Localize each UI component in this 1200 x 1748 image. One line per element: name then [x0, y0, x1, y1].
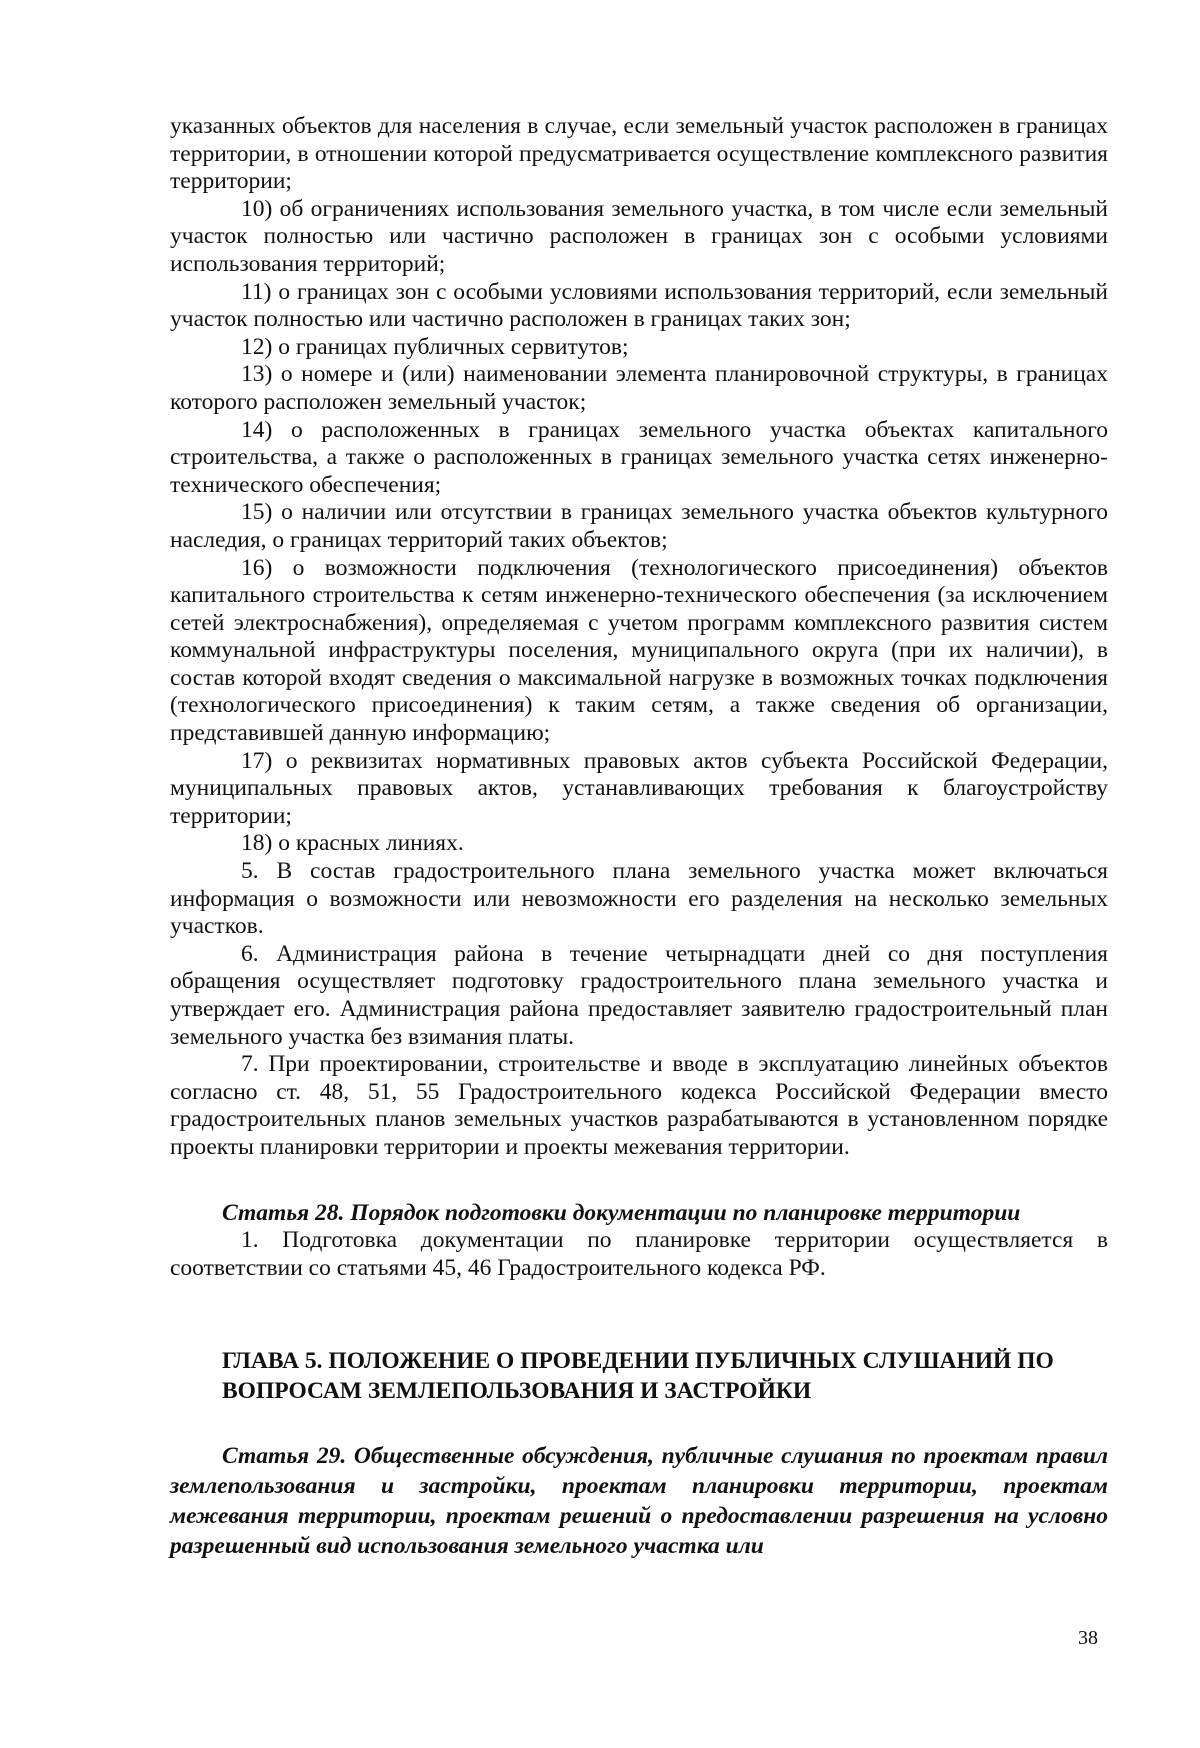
paragraph-item-11: 11) о границах зон с особыми условиями использования территорий, если земельный участок полностью или частично расположен в границах таких зон; — [170, 278, 1108, 333]
paragraph-point-7: 7. При проектировании, строительстве и вводе в эксплуатацию линейных объектов согласно ст. 48, 51, 55 Градостроительного кодекса Российской Федерации вместо градостроительных планов земельных участков разрабатываются в установленном порядке проекты планировки территории и проекты межевания территории. — [170, 1051, 1108, 1160]
paragraph-item-16: 16) о возможности подключения (технологического присоединения) объектов капитального строительства к сетям инженерно-технического обеспечения (за исключением сетей электроснабжения), определяемая с учетом программ комплексного развития систем коммунальной инфраструктуры поселения, муниципального округа (при их наличии), в состав которой входят сведения о максимальной нагрузке в возможных точках подключения (технологического присоединения) к таким сетям, а также сведения об организации, представившей данную информацию; — [170, 554, 1108, 747]
page-number: 38 — [1078, 1627, 1098, 1649]
chapter-5-heading: ГЛАВА 5. ПОЛОЖЕНИЕ О ПРОВЕДЕНИИ ПУБЛИЧНЫХ СЛУШАНИЙ ПО ВОПРОСАМ ЗЕМЛЕПОЛЬЗОВАНИЯ И ЗАСТРОЙКИ — [222, 1348, 1054, 1405]
paragraph-item-15: 15) о наличии или отсутствии в границах земельного участка объектов культурного наследия, о границах территорий таких объектов; — [170, 499, 1108, 553]
paragraph-item-17: 17) о реквизитах нормативных правовых актов субъекта Российской Федерации, муниципальных правовых актов, устанавливающих требования к благоустройству территории; — [170, 747, 1108, 829]
paragraph-point-5: 5. В состав градостроительного плана земельного участка может включаться информация о возможности или невозможности его разделения на несколько земельных участков. — [170, 858, 1108, 940]
paragraph-item-18: 18) о красных линиях. — [241, 830, 464, 857]
paragraph-item-10: 10) об ограничениях использования земельного участка, в том числе если земельный участок полностью или частично расположен в границах зон с особыми условиями использования территорий; — [170, 195, 1108, 277]
paragraph-continuation: указанных объектов для населения в случае, если земельный участок расположен в границах территории, в отношении которой предусматривается осуществление комплексного развития территории; — [170, 113, 1108, 195]
paragraph-item-12: 12) о границах публичных сервитутов; — [241, 333, 629, 360]
page-content — [170, 113, 1108, 1561]
paragraph-item-13: 13) о номере и (или) наименовании элемента планировочной структуры, в границах которого расположен земельный участок; — [170, 361, 1108, 415]
paragraph-point-6: 6. Администрация района в течение четырнадцати дней со дня поступления обращения осуществляет подготовку градостроительного плана земельного участка и утверждает его. Администрация района предоставляет заявителю градостроительный план земельного участка без взимания платы. — [170, 940, 1108, 1050]
paragraph-item-14: 14) о расположенных в границах земельного участка объектах капитального строительства, а также о расположенных в границах земельного участка сетях инженерно-технического обеспечения; — [170, 416, 1108, 498]
article-28-body: 1. Подготовка документации по планировке территории осуществляется в соответствии со статьями 45, 46 Градостроительного кодекса РФ. — [170, 1227, 1108, 1281]
article-29-title: Статья 29. Общественные обсуждения, публичные слушания по проектам правил землепользования и застройки, проектам планировки территории, проектам межевания территории, проектам решений о предоставлении разрешения на условно разрешенный вид использования земельного участка или — [170, 1443, 1108, 1560]
article-28-title: Статья 28. Порядок подготовки документации по планировке территории — [222, 1199, 1021, 1226]
